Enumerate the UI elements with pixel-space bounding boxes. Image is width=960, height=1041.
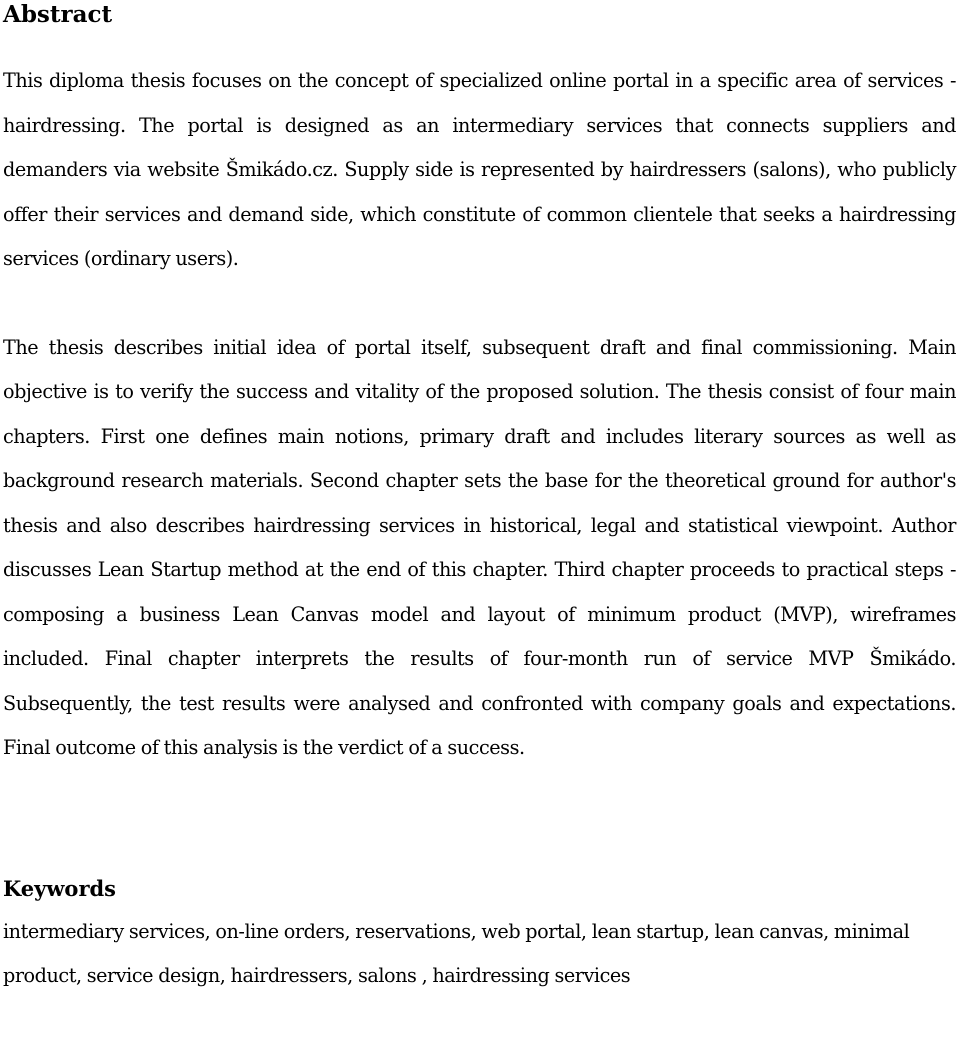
abstract-paragraph-2: The thesis describes initial idea of portal itself, subsequent draft and final commissioning. Main objective is to verify the success and vitality of the proposed solution. The thesis consist of four main chapters. First one defines main notions, primary draft and includes literary sources as well as background research materials. Second chapter sets the base for the theoretical ground for author's thesis and also describes hairdressing services in historical, legal and statistical viewpoint. Author discusses Lean Startup method at the end of this chapter. Third chapter proceeds to practical steps - composing a business Lean Canvas model and layout of minimum product (MVP), wireframes included. Final chapter interprets the results of four-month run of service MVP Šmikádo. Subsequently, the test results were analysed and confronted with company goals and expectations. Final outcome of this analysis is the verdict of a success. [3,335,956,759]
document-page [3,0,956,999]
keywords-text: intermediary services, on-line orders, reservations, web portal, lean startup, lean canvas, minimal product, service design, hairdressers, salons , hairdressing services [3,919,910,987]
abstract-paragraph-1: This diploma thesis focuses on the concept of specialized online portal in a specific area of services - hairdressing. The portal is designed as an intermediary services that connects suppliers and demanders via website Šmikádo.cz. Supply side is represented by hairdressers (salons), who publicly offer their services and demand side, which constitute of common clientele that seeks a hairdressing services (ordinary users). [3,69,956,270]
abstract-heading: Abstract [3,1,113,28]
keywords-heading: Keywords [3,875,117,901]
